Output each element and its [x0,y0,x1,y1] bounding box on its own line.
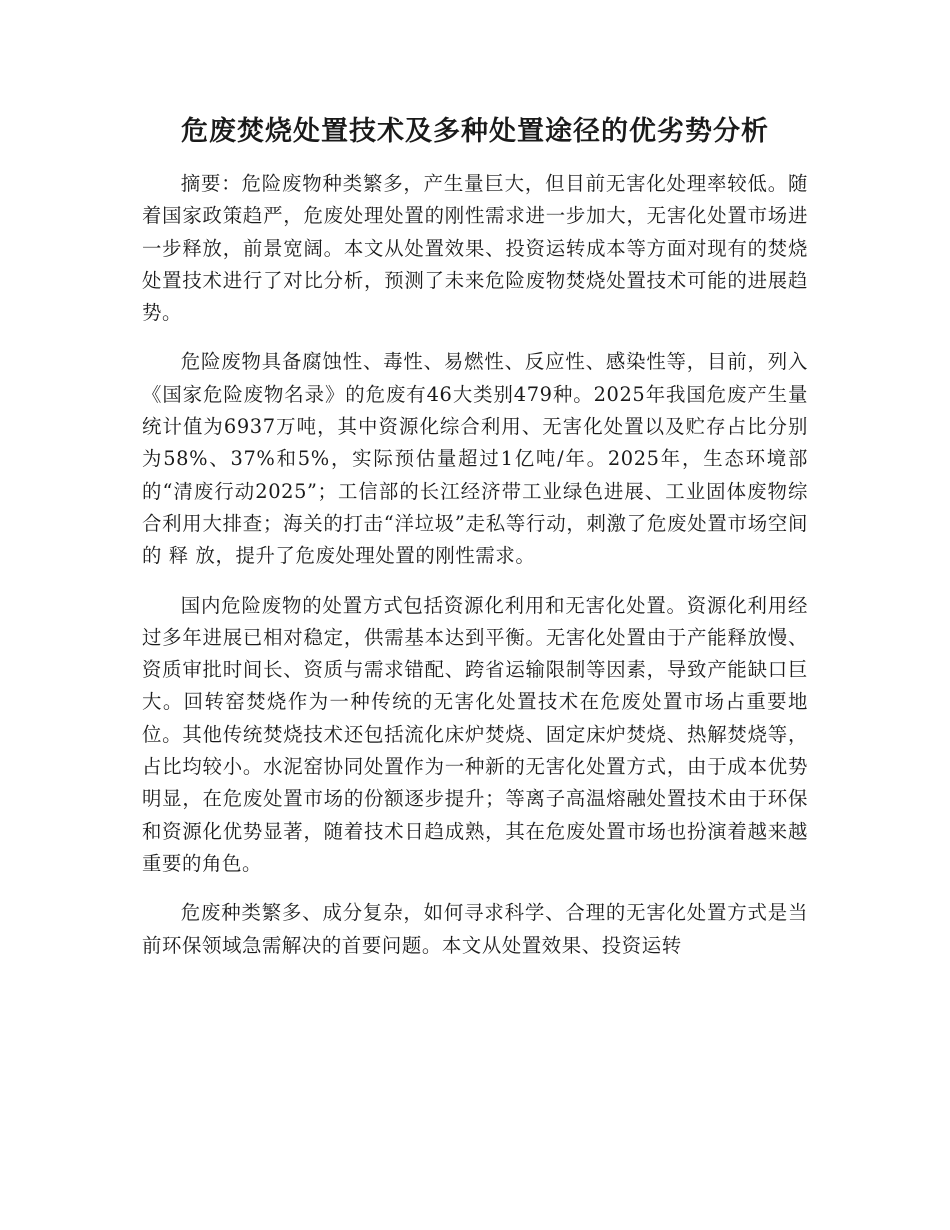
body-paragraph: 国内危险废物的处置方式包括资源化利用和无害化处置。资源化利用经过多年进展已相对稳定，供需基本达到平衡。无害化处置由于产能释放慢、资质审批时间长、资质与需求错配、跨省运输限制等因素，导致产能缺口巨大。回转窑焚烧作为一种传统的无害化处置技术在危废处置市场占重要地位。其他传统焚烧技术还包括流化床炉焚烧、固定床炉焚烧、热解焚烧等，占比均较小。水泥窑协同处置作为一种新的无害化处置方式，由于成本优势明显，在危废处置市场的份额逐步提升；等离子高温熔融处置技术由于环保和资源化优势显著，随着技术日趋成熟，其在危废处置市场也扮演着越来越重要的角色。 [142,593,808,875]
document-title: 危废焚烧处置技术及多种处置途径的优劣势分析 [181,116,769,147]
document-page [142,108,808,979]
body-paragraph: 危险废物具备腐蚀性、毒性、易燃性、反应性、感染性等，目前，列入《国家危险废物名录》的危废有46大类别479种。2025年我国危废产生量统计值为6937万吨，其中资源化综合利用、无害化处置以及贮存占比分别为58%、37%和5%，实际预估量超过1亿吨/年。2025年，生态环境部的“清废行动2025”；工信部的长江经济带工业绿色进展、工业固体废物综合利用大排查；海关的打击“洋垃圾”走私等行动，刺激了危废处置市场空间 的 释 放，提升了危废处理处置的刚性需求。 [142,350,808,568]
body-paragraph: 危废种类繁多、成分复杂，如何寻求科学、合理的无害化处置方式是当前环保领域急需解决的首要问题。本文从处置效果、投资运转 [142,901,808,957]
abstract-paragraph: 摘要：危险废物种类繁多，产生量巨大，但目前无害化处理率较低。随着国家政策趋严，危废处理处置的刚性需求进一步加大，无害化处置市场进一步释放，前景宽阔。本文从处置效果、投资运转成本等方面对现有的焚烧处置技术进行了对比分析，预测了未来危险废物焚烧处置技术可能的进展趋势。 [142,172,808,325]
